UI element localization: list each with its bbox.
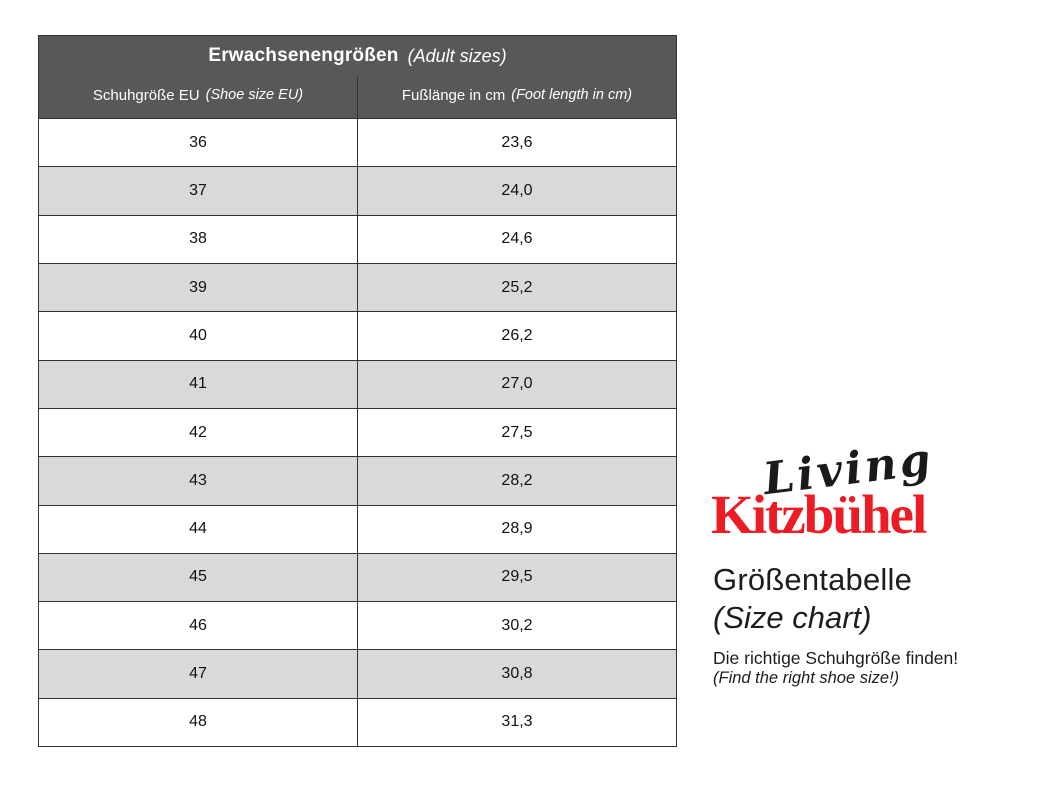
table-row <box>39 263 676 311</box>
table-row <box>39 408 676 456</box>
column-header-foot-length-note: (Foot length in cm) <box>511 87 633 103</box>
cell-shoe-size: 41 <box>39 361 358 408</box>
cell-shoe-size: 42 <box>39 409 358 456</box>
table-row <box>39 118 676 166</box>
column-header-shoe-size-note: (Shoe size EU) <box>205 87 304 103</box>
table-row <box>39 698 676 746</box>
caption-heading: Größentabelle <box>713 562 913 597</box>
table-row <box>39 456 676 504</box>
cell-foot-length: 31,3 <box>501 713 533 731</box>
cell-foot-length: 27,5 <box>501 423 533 441</box>
caption-heading-note: (Size chart) <box>713 600 872 635</box>
cell-foot-length: 28,2 <box>501 471 533 489</box>
table-row <box>39 649 676 697</box>
cell-foot-length: 25,2 <box>501 278 533 296</box>
cell-foot-length: 30,8 <box>501 665 533 683</box>
cell-foot-length: 28,9 <box>501 520 533 538</box>
table-row <box>39 311 676 359</box>
cell-foot-length: 30,2 <box>501 616 533 634</box>
cell-shoe-size: 36 <box>39 119 358 166</box>
cell-foot-length: 23,6 <box>501 133 533 151</box>
cell-foot-length: 29,5 <box>501 568 533 586</box>
cell-shoe-size: 40 <box>39 312 358 359</box>
size-table <box>38 35 677 747</box>
cell-shoe-size: 45 <box>39 554 358 601</box>
cell-shoe-size: 43 <box>39 457 358 504</box>
table-header-row <box>39 76 676 118</box>
column-header-foot-length <box>358 76 676 118</box>
cell-shoe-size: 38 <box>39 216 358 263</box>
table-title-note: (Adult sizes) <box>407 45 507 66</box>
caption-instruction-en: (Find the right shoe size!) <box>713 669 900 687</box>
table-row <box>39 215 676 263</box>
cell-foot-length: 24,6 <box>501 230 533 248</box>
cell-shoe-size: 37 <box>39 167 358 214</box>
table-row <box>39 553 676 601</box>
column-header-shoe-size-label: Schuhgröße EU <box>92 86 200 104</box>
brand-logo-living-script: Living <box>760 433 937 506</box>
column-header-foot-length-label: Fußlänge in cm <box>401 86 506 104</box>
cell-foot-length: 27,0 <box>501 375 533 393</box>
brand-logo-kitzbuehel: Kitzbühel <box>711 484 926 545</box>
table-row <box>39 166 676 214</box>
table-title: Erwachsenengrößen <box>208 45 399 66</box>
cell-foot-length: 24,0 <box>501 181 533 199</box>
table-row <box>39 360 676 408</box>
cell-shoe-size: 47 <box>39 650 358 697</box>
table-body <box>39 118 676 746</box>
cell-shoe-size: 44 <box>39 506 358 553</box>
caption-instruction-de: Die richtige Schuhgröße finden! <box>713 648 959 668</box>
table-title-row <box>39 36 676 76</box>
cell-foot-length: 26,2 <box>501 326 533 344</box>
column-header-shoe-size <box>39 76 358 118</box>
table-row <box>39 601 676 649</box>
table-row <box>39 505 676 553</box>
cell-shoe-size: 46 <box>39 602 358 649</box>
cell-shoe-size: 48 <box>39 699 358 746</box>
cell-shoe-size: 39 <box>39 264 358 311</box>
